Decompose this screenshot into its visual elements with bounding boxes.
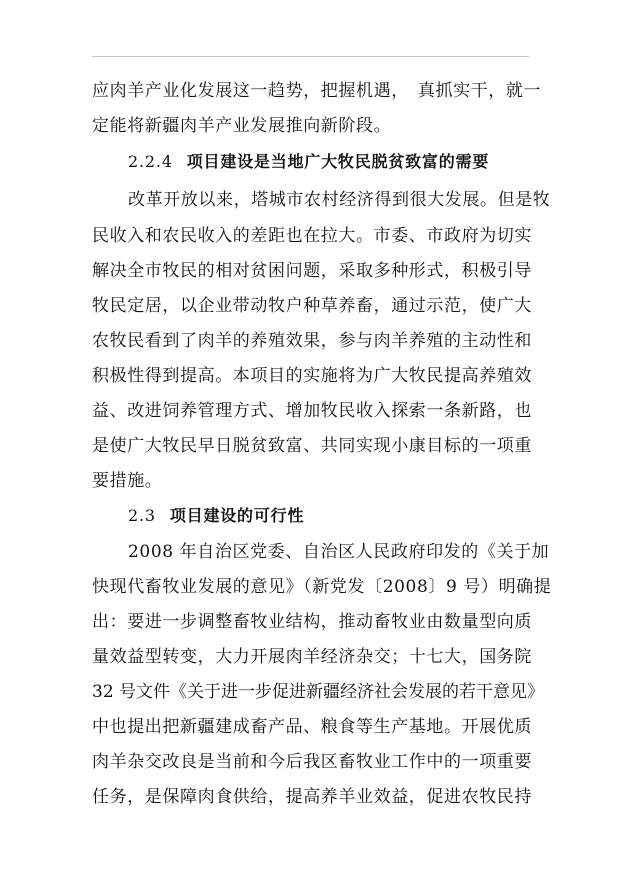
paragraph-line: 益、改进饲养管理方式、增加牧民收入探索一条新路，也 [92, 401, 532, 421]
paragraph-line: 32 号文件《关于进一步促进新疆经济社会发展的若干意见》 [92, 682, 545, 702]
section-number: 2.2.4 [128, 152, 173, 171]
section-title: 项目建设的可行性 [169, 506, 305, 525]
paragraph-line: 民收入和农民收入的差距也在拉大。市委、市政府为切实 [92, 226, 532, 246]
paragraph-line: 积极性得到提高。本项目的实施将为广大牧民提高养殖效 [92, 366, 532, 386]
paragraph-line: 是使广大牧民早日脱贫致富、共同实现小康目标的一项重 [92, 436, 532, 456]
paragraph-line: 快现代畜牧业发展的意见》（新党发〔2008〕9 号）明确提 [92, 577, 552, 597]
paragraph-line: 改革开放以来，塔城市农村经济得到很大发展。但是牧 [128, 190, 551, 210]
paragraph-line: 解决全市牧民的相对贫困问题，采取多种形式，积极引导 [92, 261, 532, 281]
paragraph-line: 肉羊杂交改良是当前和今后我区畜牧业工作中的一项重要 [92, 752, 532, 772]
paragraph-line: 任务，是保障肉食供给，提高养羊业效益，促进农牧民持 [92, 787, 532, 807]
paragraph-line: 牧民定居，以企业带动牧户种草养畜，通过示范，使广大 [92, 296, 532, 316]
paragraph-line: 农牧民看到了肉羊的养殖效果，参与肉羊养殖的主动性和 [92, 331, 532, 351]
intro-line-2: 定能将新疆肉羊产业发展推向新阶段。 [92, 116, 392, 136]
intro-line-1: 应肉羊产业化发展这一趋势，把握机遇， 真抓实干，就一 [92, 81, 542, 101]
paragraph-line: 要措施。 [92, 471, 163, 491]
paragraph-line: 中也提出把新疆建成畜产品、粮食等生产基地。开展优质 [92, 717, 532, 737]
section-heading-2-2-4 [128, 151, 489, 173]
section-number: 2.3 [128, 506, 156, 525]
page-header-rule [92, 56, 529, 57]
paragraph-line: 出：要进一步调整畜牧业结构，推动畜牧业由数量型向质 [92, 612, 532, 632]
paragraph-line: 量效益型转变，大力开展肉羊经济杂交；十七大，国务院 [92, 647, 532, 667]
section-heading-2-3 [128, 505, 304, 527]
paragraph-line: 2008 年自治区党委、自治区人民政府印发的《关于加 [128, 542, 550, 562]
section-title: 项目建设是当地广大牧民脱贫致富的需要 [186, 152, 490, 171]
